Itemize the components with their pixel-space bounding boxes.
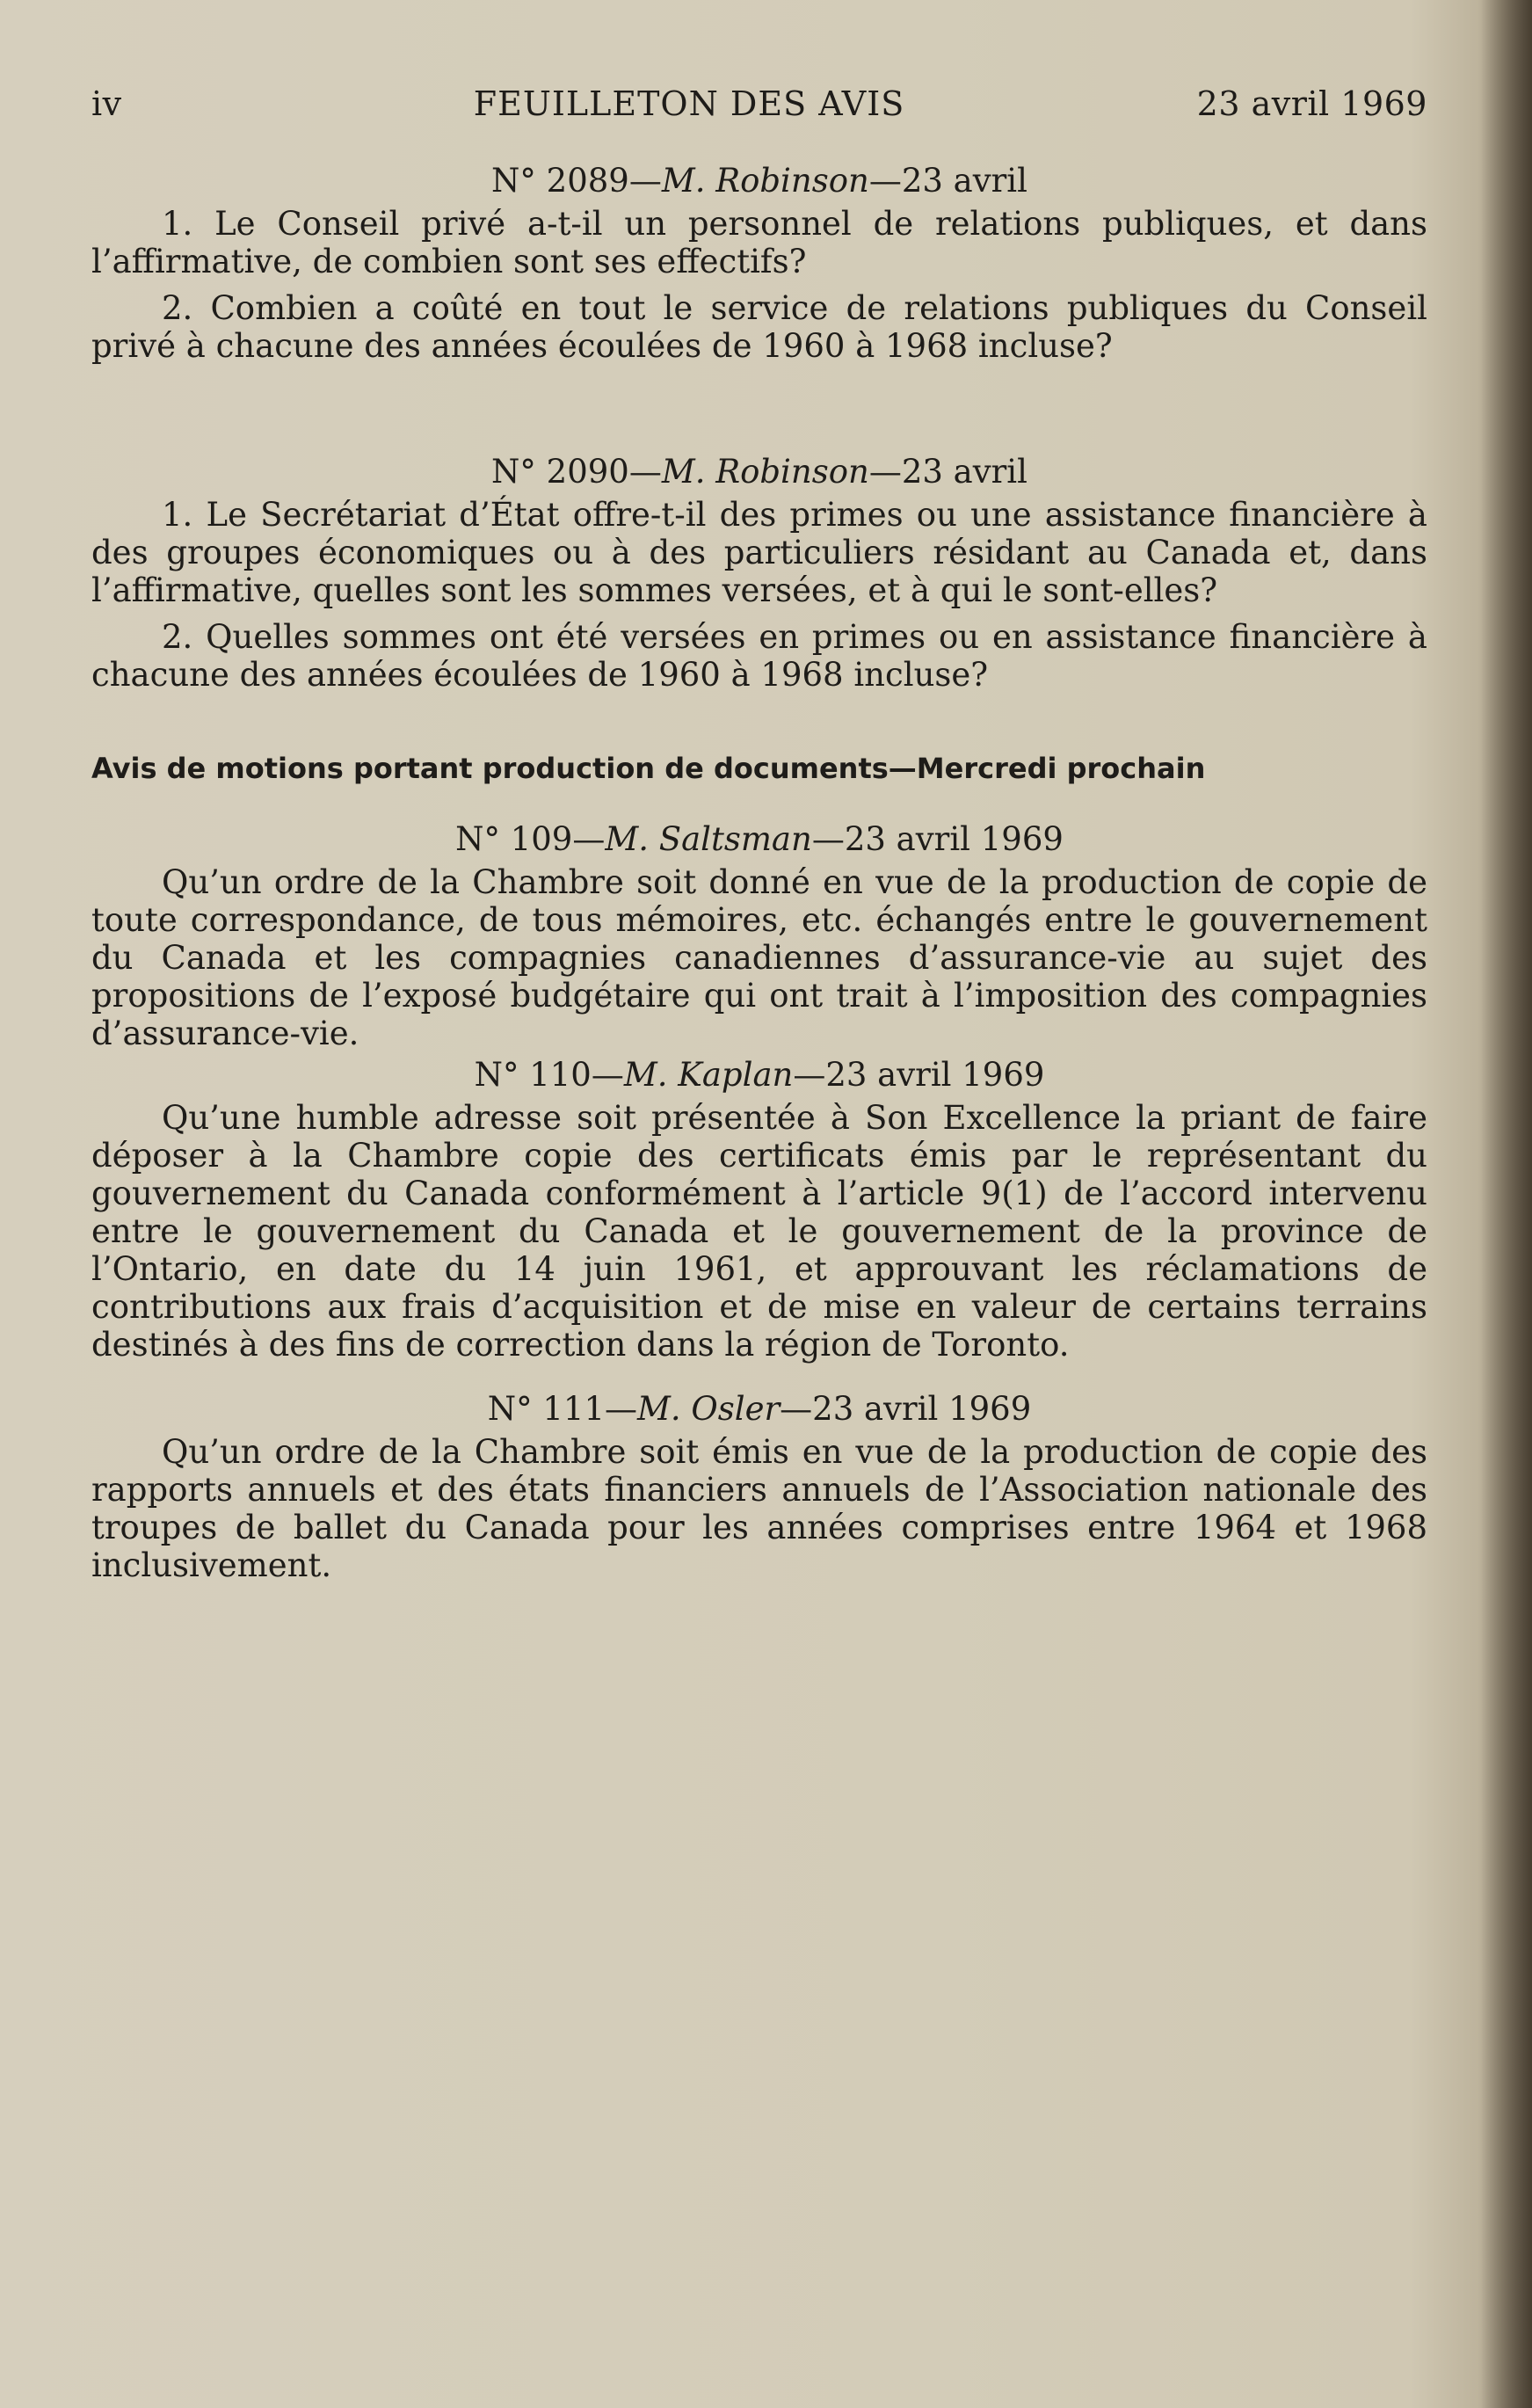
section-heading: Avis de motions portant production de documents—Mercredi prochain xyxy=(91,752,1206,785)
motion-text: Qu’un ordre de la Chambre soit émis en vue de la production de copie des rapports annuels et des états financiers annuels de l’Association nationale des troupes de ballet du Canada pour les années comprises entre 1964 et 1968 inclusivement. xyxy=(91,1433,1427,1584)
page-content xyxy=(91,84,1427,1584)
question-paragraph: 1. Le Conseil privé a-t-il un personnel de relations publiques, et dans l’affirmative, de combien sont ses effectifs? xyxy=(91,205,1427,280)
question-paragraph: 2. Combien a coûté en tout le service de relations publiques du Conseil privé à chacune des années écoulées de 1960 à 1968 incluse? xyxy=(91,289,1427,365)
question-2090 xyxy=(91,453,1427,694)
book-spine-shadow xyxy=(1481,0,1532,2408)
motion-heading: N° 111—M. Osler—23 avril 1969 xyxy=(487,1390,1032,1428)
motion-109 xyxy=(91,820,1427,1052)
running-header xyxy=(91,84,1427,123)
page-folio: iv xyxy=(91,84,122,123)
motion-heading: N° 110—M. Kaplan—23 avril 1969 xyxy=(474,1056,1045,1094)
motion-text: Qu’un ordre de la Chambre soit donné en vue de la production de copie de toute correspondance, de tous mémoires, etc. échangés entre le gouvernement du Canada et les compagnies canadiennes d’assurance-vie au sujet des propositions de l’exposé budgétaire qui ont trait à l’imposition des compagnies d’assurance-vie. xyxy=(91,863,1427,1052)
question-2089 xyxy=(91,162,1427,365)
motion-111 xyxy=(91,1390,1427,1584)
motion-heading: N° 109—M. Saltsman—23 avril 1969 xyxy=(455,820,1064,858)
header-date: 23 avril 1969 xyxy=(1196,84,1427,123)
motion-text: Qu’une humble adresse soit présentée à Son Excellence la priant de faire déposer à la Chambre copie des certificats émis par le représentant du gouvernement du Canada conformément à l’article 9(1) de l’accord intervenu entre le gouvernement du Canada et le gouvernement de la province de l’Ontario, en date du 14 juin 1961, et approuvant les réclamations de contributions aux frais d’acquisition et de mise en valeur de certains terrains destinés à des fins de correction dans la région de Toronto. xyxy=(91,1099,1427,1364)
publication-title: FEUILLETON DES AVIS xyxy=(473,84,905,123)
question-paragraph: 2. Quelles sommes ont été versées en primes ou en assistance financière à chacune des années écoulées de 1960 à 1968 incluse? xyxy=(91,618,1427,694)
motion-110 xyxy=(91,1056,1427,1364)
question-paragraph: 1. Le Secrétariat d’État offre-t-il des primes ou une assistance financière à des groupes économiques ou à des particuliers résidant au Canada et, dans l’affirmative, quelles sont les sommes versées, et à qui le sont-elles? xyxy=(91,496,1427,609)
question-heading: N° 2090—M. Robinson—23 avril xyxy=(491,453,1027,491)
question-heading: N° 2089—M. Robinson—23 avril xyxy=(491,162,1027,200)
